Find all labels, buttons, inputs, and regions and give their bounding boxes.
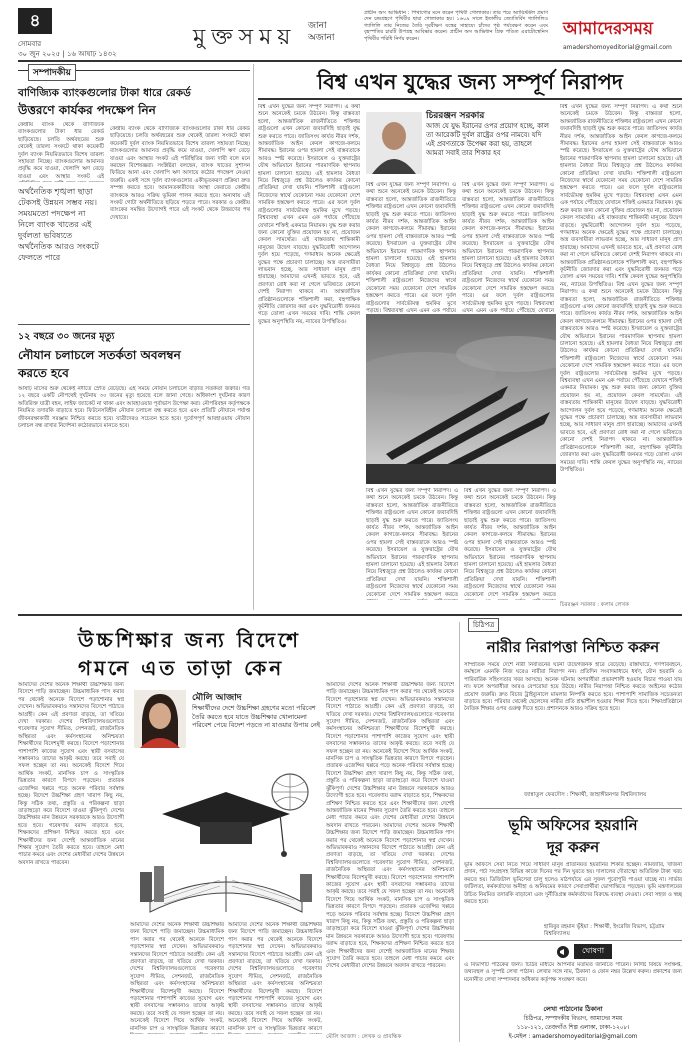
education-headline-2: গমনে এত তাড়া কেন — [78, 656, 285, 680]
letters-body-1: সাম্প্রতিক সময়ে দেশে নারী নির্যাতনের ঘটনা উদ্বেগজনক হারে বেড়েছে। রাস্তাঘাটে, গণপরিবহনে, কর্মস্থলে এমনকি নিজ ঘরেও নারীরা নিরাপদ নন। প্রতিদিন সংবাদমাধ্যমে ধর্ষণ, যৌন হয়রানি ও পারিবারিক সহিংসতার খবর আসছে। অনেক ঘটনায় অপরাধীরা প্রভাবশালী হওয়ায় বিচার পাওয়া যায় না। ফলে অপরাধীরা আরও বেপরোয়া হয়ে উঠছে। নারীর নিরাপত্তা নিশ্চিত করতে আইনের কঠোর প্রয়োগ জরুরি। দ্রুত বিচার ট্রাইব্যুনালে মামলার নিষ্পত্তি করতে হবে। পাশাপাশি সামাজিক সচেতনতা বাড়াতে হবে। পরিবার থেকেই ছেলেদের নারীর প্রতি শ্রদ্ধাশীল হওয়ার শিক্ষা দিতে হবে। শিক্ষাপ্রতিষ্ঠানে নৈতিক শিক্ষার ওপর গুরুত্ব দিতে হবে। প্রশাসনকে আরও সক্রিয় হতে হবে। — [464, 662, 682, 713]
address-line-1: চিঠিপত্র, সম্পাদকীয় বিভাগ, আমাদের সময় — [523, 1016, 623, 1022]
education-author: মৌলি আজাদ — [192, 693, 242, 703]
editorial-headline-2: উত্তরণে কার্যকর পদক্ষেপ নিন — [18, 103, 156, 117]
address-line-3: ই-মেইল : amadershomoyeditorial@gmail.com — [508, 1034, 638, 1040]
missile-image — [366, 314, 556, 484]
page-number: ৪ — [18, 8, 52, 34]
lead-pullquote: আজ যে যুদ্ধ ইরানের ওপর প্রয়োগ হচ্ছে, কাল তা আরেকটি দুর্বল রাষ্ট্রের ওপর নামবে। যদি এই প্রবণতাকে উপেক্ষা করা হয়, তাহলে আমরা সবাই তার শিকার হব — [426, 122, 549, 157]
newspaper-logo: আমাদেরসময় — [563, 19, 653, 39]
lead-body-col5: বিশ্ব এখন যুদ্ধের জন্য সম্পূর্ণ নিরাপদ। এ কথা শুনে অনেকেই চমকে উঠবেন। কিন্তু বাস্তবতা হলো, আন্তর্জাতিক রাজনীতিতে শক্তিধর রাষ্ট্রগুলো এখন কোনো জবাবদিহি ছাড়াই যুদ্ধ শুরু করতে পারে। জাতিসংঘ কার্যত নীরব দর্শক, আন্তর্জাতিক আইন কেবল কাগজে-কলমে সীমাবদ্ধ। ইরানের ওপর হামলা সেই বাস্তবতাকে আরও স্পষ্ট করেছে। ইসরায়েল ও যুক্তরাষ্ট্রের যৌথ অভিযানে ইরানের পারমাণবিক স্থাপনায় হামলা চালানো হয়েছে। এই হামলার বৈধতা নিয়ে বিশ্বজুড়ে প্রশ্ন উঠলেও কার্যকর কোনো প্রতিক্রিয়া দেখা যায়নি। শক্তিশালী রাষ্ট্রগুলো নিজেদের স্বার্থে যেকোনো সময় যেকোনো দেশে সামরিক হস্তক্ষেপ করতে — [366, 488, 458, 598]
editorial-body: কেন্দ্রীয় ব্যাংক থেকে বাণিজ্যিক ব্যাংকগুলোর টাকা ধার রেকর্ড ছাড়িয়েছে। চলতি অর্থবছরের শুরু থেকেই তারল্য সংকটে থাকা কয়েকটি দুর্বল ব্যাংক নিয়মিতভাবে বিশেষ তারল্য সহায়তা নিচ্ছে। ব্যাংকগুলোর আমানত প্রবৃদ্ধি কমে যাওয়া, খেলাপি ঋণ বেড়ে যাওয়া এবং আস্থার সংকট এই পরিস্থিতির জন্য দায়ী বলে মনে করছেন বিশেষজ্ঞরা। সংশ্লিষ্টরা বলছেন, ব্যাংক খাতের সুশাসন ফিরিয়ে আনা এবং খেলাপি ঋণ আদায়ে কঠোর পদক্ষেপ নেওয়া জরুরি। একই সঙ্গে দুর্বল ব্যাংকগুলোর একীভূতকরণ প্রক্রিয়া দ্রুত সম্পন্ন করতে হবে। আমানতকারীদের আস্থা ফেরাতে কেন্দ্রীয় ব্যাংককে আরও সক্রিয় ভূমিকা পালন করতে হবে। অন্যথায় এই সংকট গোটা অর্থনীতিতে ছড়িয়ে পড়তে পারে। সরকার ও কেন্দ্রীয় ব্যাংকের সমন্বিত উদ্যোগই পারে এই সংকট থেকে উত্তরণের পথ দেখাতে। — [110, 126, 250, 221]
editorial-section — [18, 64, 250, 610]
section-title: মুক্তসময় — [193, 25, 297, 50]
letters-headline-2b: দূর করুন — [546, 838, 600, 856]
author-photo — [366, 112, 422, 174]
editorial-tag: সম্পাদকীয় — [28, 64, 76, 81]
education-pullquote: শিক্ষার্থীদের দেশে উচ্চশিক্ষা গ্রহণের মতো পরিবেশ তৈরি করতে হবে যাতে উচ্চশিক্ষার খোলামেলা পরিবেশ পেয়ে বিদেশ পড়তে না যাওয়ার উপায় নেই — [192, 704, 321, 730]
masthead-email: amadershomoyeditorial@gmail.com — [563, 44, 672, 51]
lead-author: চিররঞ্জন সরকার — [426, 111, 485, 121]
masthead-day: সোমবার — [18, 40, 42, 48]
letters-headline-2a: ভূমি অফিসের হয়রানি — [508, 816, 638, 834]
editorial-item2-body: আষাঢ় মাসের শুরু থেকেই নদীতে স্রোত বেড়েছে। এই সময়ে নৌযান চলাচলে বাড়তি সতর্কতা জরুরি। গত ১২ বছরে একটি নৌপথেই দুর্ঘটনায় ৩০ জনের মৃত্যু হয়েছে বলে জানা গেছে। অধিকাংশ দুর্ঘটনার কারণ অতিরিক্ত যাত্রী বহন, লাইফ জ্যাকেট না থাকা এবং আবহাওয়ার পূর্বাভাস উপেক্ষা করা। নৌপরিবহন কর্তৃপক্ষকে নিয়মিত তদারকি বাড়াতে হবে। ফিটনেসবিহীন নৌযান চলাচল বন্ধ করতে হবে এবং প্রতিটি নৌযানে পর্যাপ্ত জীবনরক্ষাকারী সরঞ্জাম নিশ্চিত করতে হবে। যাত্রীদেরও সচেতন হতে হবে। দুর্যোগপূর্ণ আবহাওয়ায় নৌযান চলাচল বন্ধ রাখার নির্দেশনা কঠোরভাবে মানতে হবে। — [18, 386, 250, 430]
education-credit: মৌলি আজাদ : লেখক ও প্রাবন্ধিক — [326, 1034, 402, 1040]
masthead-trivia: প্রাচীন অস আভিধান : পিথাগোর মনে করেন পৃথিবী গোলাকার। তার পরে অ্যারিস্টটল প্রমাণ দেন চন্দ্রগ্রহণে পৃথিবীর ছায়া গোলাকার হয়। ১৬০৯ সালে ইতালীয় জ্যোতির্বিদ গ্যালিলিও গ্যালিলি তার নিজের তৈরি দূরবীক্ষণ যন্ত্রের সাহায্যে চাঁদের পৃষ্ঠ পর্যবেক্ষণ করেন এবং বৃহস্পতির চারটি উপগ্রহ আবিষ্কার করেন। প্রাচীন অস আভিধান গ্রিক পণ্ডিত এরাটোস্থেনিস পৃথিবীর পরিধি নির্ণয় করেন। — [364, 10, 548, 42]
editorial-item2-headline-2: নৌযান চলাচলে সতর্কতা অবলম্বন করতে হবে — [18, 348, 181, 380]
tagline-1: জানা — [308, 21, 327, 31]
education-body-col2: আমাদের দেশের অনেক শিক্ষার্থী উচ্চশিক্ষার জন্য বিদেশে পাড়ি জমাচ্ছেন। উচ্চমাধ্যমিক পাস করার পর থেকেই অনেকে বিদেশে পড়াশোনার স্বপ্ন দেখেন। অভিভাবকরাও সন্তানদের বিদেশে পাঠাতে আগ্রহী। কেন এই প্রবণতা বাড়ছে, তা খতিয়ে দেখা দরকার। দেশের বিশ্ববিদ্যালয়গুলোতে গবেষণার সুযোগ সীমিত, সেশনজট, রাজনৈতিক অস্থিরতা এবং কর্মসংস্থানের অনিশ্চয়তা শিক্ষার্থীদের বিদেশমুখী করছে। বিদেশে পড়াশোনার পাশাপাশি কাজের সুযোগ এবং স্থায়ী বসবাসের সম্ভাবনাও তাদের আকৃষ্ট করছে। তবে সবাই যে সফল হচ্ছেন তা নয়। অনেকেই বিদেশে গিয়ে আর্থিক সংকট, মানসিক চাপ ও সাংস্কৃতিক ভিন্নতার কারণে বিপদে পড়ছেন। প্রতারক এজেন্সির খপ্পরে পড়ে অনেক পরিবার সর্বস্বান্ত হচ্ছে। বিদেশে উচ্চশিক্ষা গ্রহণ খারাপ কিছু নয়, কিন্তু সঠিক তথ্য, প্রস্তুতি ও পরিকল্পনা ছাড়া তাড়াহুড়ো করে বিদেশে যাওয়া ঝুঁকিপূর্ণ। দেশের উচ্চশিক্ষার মান উন্নয়নে সরকারকে আরও উদ্যোগী হতে হবে। গবেষণায় বরাদ্দ বাড়াতে হবে, শিক্ষকদের প্রশিক্ষণ নিশ্চিত করতে হবে এবং শিক্ষার্থীদের জন্য দেশেই আন্তর্জাতিক মানের শিক্ষার সুযোগ তৈরি করতে হবে। তাহলে মেধা পাচার কমবে এবং দেশের মেধাবীরা দেশের উন্নয়নে অবদান রাখতে পারবেন। আমাদের দেশের অনেক শিক্ষার্থী উচ্চশিক্ষার জন্য বিদেশে পাড়ি জমাচ্ছেন। উচ্চমাধ্যমিক পাস করার পর থেকেই অনেকে বিদেশে পড়াশোনার স্বপ্ন দেখেন। অভিভাবকরাও সন্তানদের বিদেশে পাঠাতে আগ্রহী। কেন এই প্রবণতা বাড়ছে, তা খতিয়ে দেখা দরকার। দেশের বিশ্ববিদ্যালয়গুলোতে গবেষণার সুযোগ সীমিত, সেশনজট, রাজনৈতিক অস্থিরতা এবং কর্মসংস্থানের অনিশ্চয়তা শিক্ষার্থীদের বিদেশমুখী করছে। বিদেশে পড়াশোনার পাশাপাশি কাজের সুযোগ এবং স্থায়ী বসবাসের সম্ভাবনাও তাদের আকৃষ্ট করছে। তবে সবাই যে সফল হচ্ছেন তা নয়। অনেকেই বিদেশে গিয়ে আর্থিক সংকট, মানসিক চাপ ও সাংস্কৃতিক ভিন্নতার কারণে বিপদে পড়ছেন। প্রতারক এজেন্সির খপ্পরে পড়ে অনেক পরিবার সর্বস্বান্ত হচ্ছে। বিদেশে উচ্চশিক্ষা গ্রহণ খারাপ কিছু নয়, কিন্তু সঠিক তথ্য, প্রস্তুতি ও পরিকল্পনা ছাড়া তাড়াহুড়ো করে বিদেশে যাওয়া ঝুঁকিপূর্ণ। দেশের উচ্চশিক্ষার মান উন্নয়নে সরকারকে আরও উদ্যোগী হতে হবে। গবেষণায় বরাদ্দ বাড়াতে হবে, শিক্ষকদের প্রশিক্ষণ নিশ্চিত করতে হবে এবং শিক্ষার্থীদের জন্য দেশেই আন্তর্জাতিক মানের শিক্ষার সুযোগ তৈরি করতে হবে। তাহলে মেধা পাচার কমবে এবং দেশের মেধাবীরা দেশের উন্নয়নে অবদান রাখতে পারবেন। — [326, 682, 454, 970]
editorial-item2-headline-1: ১২ বছরে ৩০ জনের মৃত্যু — [18, 331, 115, 342]
masthead — [18, 8, 682, 58]
education-article — [18, 622, 454, 1042]
lead-credit: চিররঞ্জন সরকার : কলাম লেখক — [560, 602, 629, 608]
lead-body-col4: বিশ্ব এখন যুদ্ধের জন্য সম্পূর্ণ নিরাপদ। এ কথা শুনে অনেকেই চমকে উঠবেন। কিন্তু বাস্তবতা হলো, আন্তর্জাতিক রাজনীতিতে শক্তিধর রাষ্ট্রগুলো এখন কোনো জবাবদিহি ছাড়াই যুদ্ধ শুরু করতে পারে। জাতিসংঘ কার্যত নীরব দর্শক, আন্তর্জাতিক আইন কেবল কাগজে-কলমে সীমাবদ্ধ। ইরানের ওপর হামলা সেই বাস্তবতাকে আরও স্পষ্ট করেছে। ইসরায়েল ও যুক্তরাষ্ট্রের যৌথ অভিযানে ইরানের পারমাণবিক স্থাপনায় হামলা চালানো হয়েছে। এই হামলার বৈধতা নিয়ে বিশ্বজুড়ে প্রশ্ন উঠলেও কার্যকর কোনো প্রতিক্রিয়া দেখা যায়নি। শক্তিশালী রাষ্ট্রগুলো নিজেদের স্বার্থে যেকোনো সময় যেকোনো দেশে সামরিক হস্তক্ষেপ করতে পারে। এর ফলে দুর্বল রাষ্ট্রগুলোর সার্বভৌমত্ব হুমকির মুখে পড়ছে। বিশ্বব্যবস্থা এখন এমন এক পর্যায়ে পৌঁছেছে যেখানে শক্তিই একমাত্র নিয়ামক। যুদ্ধ শুরু করার জন্য কোনো যুক্তির প্রয়োজন হয় না, প্রয়োজন কেবল সামর্থ্যের। এই বাস্তবতায় শান্তিকামী মানুষের উদ্বেগ বাড়ছে। যুদ্ধবিরোধী আন্দোলন দুর্বল হয়ে পড়েছে, গণমাধ্যম অনেক ক্ষেত্রেই যুদ্ধের পক্ষে প্রচারণা চালাচ্ছে। অস্ত্র ব্যবসায়ীরা লাভবান হচ্ছে, আর সাধারণ মানুষ প্রাণ হারাচ্ছে। আমাদের এখনই ভাবতে হবে, এই প্রবণতা রোধ করা না গেলে ভবিষ্যতে কোনো দেশই নিরাপদ থাকবে না। আন্তর্জাতিক প্রতিষ্ঠানগুলোকে শক্তিশালী করা, বহুপাক্ষিক কূটনীতি জোরদার করা এবং যুদ্ধবিরোধী জনমত গড়ে তোলা এখন সময়ের দাবি। শান্তি কেবল যুদ্ধের অনুপস্থিতি নয়, ন্যায়ের উপস্থিতিও। বিশ্ব এখন যুদ্ধের জন্য সম্পূর্ণ নিরাপদ। এ কথা শুনে অনেকেই চমকে উঠবেন। কিন্তু বাস্তবতা হলো, আন্তর্জাতিক রাজনীতিতে শক্তিধর রাষ্ট্রগুলো এখন কোনো জবাবদিহি ছাড়াই যুদ্ধ শুরু করতে পারে। জাতিসংঘ কার্যত নীরব দর্শক, আন্তর্জাতিক আইন কেবল কাগজে-কলমে সীমাবদ্ধ। ইরানের ওপর হামলা সেই বাস্তবতাকে আরও স্পষ্ট করেছে। ইসরায়েল ও যুক্তরাষ্ট্রের যৌথ অভিযানে ইরানের পারমাণবিক স্থাপনায় হামলা চালানো হয়েছে। এই হামলার বৈধতা নিয়ে বিশ্বজুড়ে প্রশ্ন উঠলেও কার্যকর কোনো প্রতিক্রিয়া দেখা যায়নি। শক্তিশালী রাষ্ট্রগুলো নিজেদের স্বার্থে যেকোনো সময় যেকোনো দেশে সামরিক হস্তক্ষেপ করতে পারে। এর ফলে দুর্বল রাষ্ট্রগুলোর সার্বভৌমত্ব হুমকির মুখে পড়ছে। বিশ্বব্যবস্থা এখন এমন এক পর্যায়ে পৌঁছেছে যেখানে শক্তিই একমাত্র নিয়ামক। যুদ্ধ শুরু করার জন্য কোনো যুক্তির প্রয়োজন হয় না, প্রয়োজন কেবল সামর্থ্যের। এই বাস্তবতায় শান্তিকামী মানুষের উদ্বেগ বাড়ছে। যুদ্ধবিরোধী আন্দোলন দুর্বল হয়ে পড়েছে, গণমাধ্যম অনেক ক্ষেত্রেই যুদ্ধের পক্ষে প্রচারণা চালাচ্ছে। অস্ত্র ব্যবসায়ীরা লাভবান হচ্ছে, আর সাধারণ মানুষ প্রাণ হারাচ্ছে। আমাদের এখনই ভাবতে হবে, এই প্রবণতা রোধ করা না গেলে ভবিষ্যতে কোনো দেশই নিরাপদ থাকবে না। আন্তর্জাতিক প্রতিষ্ঠানগুলোকে শক্তিশালী করা, বহুপাক্ষিক কূটনীতি জোরদার করা এবং যুদ্ধবিরোধী জনমত গড়ে তোলা এখন সময়ের দাবি। শান্তি কেবল যুদ্ধের অনুপস্থিতি নয়, ন্যায়ের উপস্থিতিও। — [560, 104, 682, 473]
masthead-date: ৩০ জুন ২০২৫ | ১৬ আষাঢ় ১৪৩২ — [18, 50, 117, 58]
letters-credit-1: জান্নাতুল ফেরদৌস : শিক্ষার্থী, জাহাঙ্গীরনগর বিশ্ববিদ্যালয় — [524, 792, 647, 798]
lead-body-col6: বিশ্ব এখন যুদ্ধের জন্য সম্পূর্ণ নিরাপদ। এ কথা শুনে অনেকেই চমকে উঠবেন। কিন্তু বাস্তবতা হলো, আন্তর্জাতিক রাজনীতিতে শক্তিধর রাষ্ট্রগুলো এখন কোনো জবাবদিহি ছাড়াই যুদ্ধ শুরু করতে পারে। জাতিসংঘ কার্যত নীরব দর্শক, আন্তর্জাতিক আইন কেবল কাগজে-কলমে সীমাবদ্ধ। ইরানের ওপর হামলা সেই বাস্তবতাকে আরও স্পষ্ট করেছে। ইসরায়েল ও যুক্তরাষ্ট্রের যৌথ অভিযানে ইরানের পারমাণবিক স্থাপনায় হামলা চালানো হয়েছে। এই হামলার বৈধতা নিয়ে বিশ্বজুড়ে প্রশ্ন উঠলেও কার্যকর কোনো প্রতিক্রিয়া দেখা যায়নি। শক্তিশালী রাষ্ট্রগুলো নিজেদের স্বার্থে যেকোনো সময় যেকোনো দেশে সামরিক হস্তক্ষেপ করতে — [464, 488, 556, 598]
education-body-col1: আমাদের দেশের অনেক শিক্ষার্থী উচ্চশিক্ষার জন্য বিদেশে পাড়ি জমাচ্ছেন। উচ্চমাধ্যমিক পাস করার পর থেকেই অনেকে বিদেশে পড়াশোনার স্বপ্ন দেখেন। অভিভাবকরাও সন্তানদের বিদেশে পাঠাতে আগ্রহী। কেন এই প্রবণতা বাড়ছে, তা খতিয়ে দেখা দরকার। দেশের বিশ্ববিদ্যালয়গুলোতে গবেষণার সুযোগ সীমিত, সেশনজট, রাজনৈতিক অস্থিরতা এবং কর্মসংস্থানের অনিশ্চয়তা শিক্ষার্থীদের বিদেশমুখী করছে। বিদেশে পড়াশোনার পাশাপাশি কাজের সুযোগ এবং স্থায়ী বসবাসের সম্ভাবনাও তাদের আকৃষ্ট করছে। তবে সবাই যে সফল হচ্ছেন তা নয়। অনেকেই বিদেশে গিয়ে আর্থিক সংকট, মানসিক চাপ ও সাংস্কৃতিক ভিন্নতার কারণে বিপদে পড়ছেন। প্রতারক এজেন্সির খপ্পরে পড়ে অনেক পরিবার সর্বস্বান্ত হচ্ছে। বিদেশে উচ্চশিক্ষা গ্রহণ খারাপ কিছু নয়, কিন্তু সঠিক তথ্য, প্রস্তুতি ও পরিকল্পনা ছাড়া তাড়াহুড়ো করে বিদেশে যাওয়া ঝুঁকিপূর্ণ। দেশের উচ্চশিক্ষার মান উন্নয়নে সরকারকে আরও উদ্যোগী হতে হবে। গবেষণায় বরাদ্দ বাড়াতে হবে, শিক্ষকদের প্রশিক্ষণ নিশ্চিত করতে হবে এবং শিক্ষার্থীদের জন্য দেশেই আন্তর্জাতিক মানের শিক্ষার সুযোগ তৈরি করতে হবে। তাহলে মেধা পাচার কমবে এবং দেশের মেধাবীরা দেশের উন্নয়নে অবদান রাখতে পারবেন। — [18, 682, 124, 866]
address-title: লেখা পাঠানোর ঠিকানা — [543, 1005, 603, 1013]
education-author-photo — [134, 690, 186, 748]
lead-headline: বিশ্ব এখন যুদ্ধের জন্য সম্পূর্ণ নিরাপদ — [317, 70, 623, 94]
lead-body-col3: বিশ্ব এখন যুদ্ধের জন্য সম্পূর্ণ নিরাপদ। এ কথা শুনে অনেকেই চমকে উঠবেন। কিন্তু বাস্তবতা হলো, আন্তর্জাতিক রাজনীতিতে শক্তিধর রাষ্ট্রগুলো এখন কোনো জবাবদিহি ছাড়াই যুদ্ধ শুরু করতে পারে। জাতিসংঘ কার্যত নীরব দর্শক, আন্তর্জাতিক আইন কেবল কাগজে-কলমে সীমাবদ্ধ। ইরানের ওপর হামলা সেই বাস্তবতাকে আরও স্পষ্ট করেছে। ইসরায়েল ও যুক্তরাষ্ট্রের যৌথ অভিযানে ইরানের পারমাণবিক স্থাপনায় হামলা চালানো হয়েছে। এই হামলার বৈধতা নিয়ে বিশ্বজুড়ে প্রশ্ন উঠলেও কার্যকর কোনো প্রতিক্রিয়া দেখা যায়নি। শক্তিশালী রাষ্ট্রগুলো নিজেদের স্বার্থে যেকোনো সময় যেকোনো দেশে সামরিক হস্তক্ষেপ করতে পারে। এর ফলে দুর্বল রাষ্ট্রগুলোর সার্বভৌমত্ব হুমকির মুখে পড়ছে। বিশ্বব্যবস্থা এখন এমন এক পর্যায়ে পৌঁছেছে যেখানে — [462, 182, 554, 314]
letters-body-2: ভূমি অফিসে সেবা নিতে গিয়ে সাধারণ মানুষ প্রতিনিয়ত হয়রানির শিকার হচ্ছেন। নামজারি, খাজনা প্রদান, পর্চা সংগ্রহসহ বিভিন্ন কাজে দিনের পর দিন ঘুরতে হয়। দালালের দৌরাত্ম্যে অতিরিক্ত টাকা খরচ করতে হয়। ডিজিটাল ভূমিসেবা চালু হলেও মাঠপর্যায়ে এর সুফল পুরোপুরি পাওয়া যাচ্ছে না। সার্ভার জটিলতা, কর্মকর্তাদের অনীহা ও অনিয়মের কারণে সেবাপ্রার্থীরা ভোগান্তিতে পড়ছেন। ভূমি মন্ত্রণালয়ের উচিত নিয়মিত তদারকি বাড়ানো এবং দুর্নীতিগ্রস্ত কর্মকর্তাদের বিরুদ্ধে ব্যবস্থা নেওয়া। সেবা সহজ ও স্বচ্ছ করতে হবে। — [464, 862, 682, 906]
education-headline-1: উচ্চশিক্ষার জন্য বিদেশে — [78, 628, 302, 652]
tagline-2: অজানা — [308, 33, 335, 43]
editorial-pullquote: অর্থনৈতিক শৃঙ্খলা ছাড়া টেকসই উন্নয়ন সম্ভব নয়। সময়মতো পদক্ষেপ না নিলে ব্যাংক খাতের এই দুর্বলতা ভবিষ্যতে অর্থনৈতিক আরও সংকটে ফেলতে পারে — [18, 187, 99, 262]
lead-body-col1: বিশ্ব এখন যুদ্ধের জন্য সম্পূর্ণ নিরাপদ। এ কথা শুনে অনেকেই চমকে উঠবেন। কিন্তু বাস্তবতা হলো, আন্তর্জাতিক রাজনীতিতে শক্তিধর রাষ্ট্রগুলো এখন কোনো জবাবদিহি ছাড়াই যুদ্ধ শুরু করতে পারে। জাতিসংঘ কার্যত নীরব দর্শক, আন্তর্জাতিক আইন কেবল কাগজে-কলমে সীমাবদ্ধ। ইরানের ওপর হামলা সেই বাস্তবতাকে আরও স্পষ্ট করেছে। ইসরায়েল ও যুক্তরাষ্ট্রের যৌথ অভিযানে ইরানের পারমাণবিক স্থাপনায় হামলা চালানো হয়েছে। এই হামলার বৈধতা নিয়ে বিশ্বজুড়ে প্রশ্ন উঠলেও কার্যকর কোনো প্রতিক্রিয়া দেখা যায়নি। শক্তিশালী রাষ্ট্রগুলো নিজেদের স্বার্থে যেকোনো সময় যেকোনো দেশে সামরিক হস্তক্ষেপ করতে পারে। এর ফলে দুর্বল রাষ্ট্রগুলোর সার্বভৌমত্ব হুমকির মুখে পড়ছে। বিশ্বব্যবস্থা এখন এমন এক পর্যায়ে পৌঁছেছে যেখানে শক্তিই একমাত্র নিয়ামক। যুদ্ধ শুরু করার জন্য কোনো যুক্তির প্রয়োজন হয় না, প্রয়োজন কেবল সামর্থ্যের। এই বাস্তবতায় শান্তিকামী মানুষের উদ্বেগ বাড়ছে। যুদ্ধবিরোধী আন্দোলন দুর্বল হয়ে পড়েছে, গণমাধ্যম অনেক ক্ষেত্রেই যুদ্ধের পক্ষে প্রচারণা চালাচ্ছে। অস্ত্র ব্যবসায়ীরা লাভবান হচ্ছে, আর সাধারণ মানুষ প্রাণ হারাচ্ছে। আমাদের এখনই ভাবতে হবে, এই প্রবণতা রোধ করা না গেলে ভবিষ্যতে কোনো দেশই নিরাপদ থাকবে না। আন্তর্জাতিক প্রতিষ্ঠানগুলোকে শক্তিশালী করা, বহুপাক্ষিক কূটনীতি জোরদার করা এবং যুদ্ধবিরোধী জনমত গড়ে তোলা এখন সময়ের দাবি। শান্তি কেবল যুদ্ধের অনুপস্থিতি নয়, ন্যায়ের উপস্থিতিও। — [258, 104, 360, 325]
graduation-illustration — [130, 762, 322, 918]
editorial-body-cont: কেন্দ্রীয় ব্যাংক থেকে বাণিজ্যিক ব্যাংকগুলোর টাকা ধার রেকর্ড ছাড়িয়েছে। চলতি অর্থবছরের শুরু থেকেই তারল্য সংকটে থাকা কয়েকটি দুর্বল ব্যাংক নিয়মিতভাবে বিশেষ তারল্য সহায়তা নিচ্ছে। ব্যাংকগুলোর আমানত প্রবৃদ্ধি কমে যাওয়া, খেলাপি ঋণ বেড়ে যাওয়া এবং আস্থার সংকট এই — [18, 122, 104, 180]
notice-icon — [556, 944, 570, 958]
letters-section — [464, 618, 682, 1042]
letters-tag: চিঠিপত্র — [468, 618, 499, 632]
lead-article — [258, 64, 682, 610]
editorial-headline-1: বাণিজ্যিক ব্যাংকগুলোর টাকা ধারে রেকর্ড — [18, 87, 191, 99]
lead-body-col2: বিশ্ব এখন যুদ্ধের জন্য সম্পূর্ণ নিরাপদ। এ কথা শুনে অনেকেই চমকে উঠবেন। কিন্তু বাস্তবতা হলো, আন্তর্জাতিক রাজনীতিতে শক্তিধর রাষ্ট্রগুলো এখন কোনো জবাবদিহি ছাড়াই যুদ্ধ শুরু করতে পারে। জাতিসংঘ কার্যত নীরব দর্শক, আন্তর্জাতিক আইন কেবল কাগজে-কলমে সীমাবদ্ধ। ইরানের ওপর হামলা সেই বাস্তবতাকে আরও স্পষ্ট করেছে। ইসরায়েল ও যুক্তরাষ্ট্রের যৌথ অভিযানে ইরানের পারমাণবিক স্থাপনায় হামলা চালানো হয়েছে। এই হামলার বৈধতা নিয়ে বিশ্বজুড়ে প্রশ্ন উঠলেও কার্যকর কোনো প্রতিক্রিয়া দেখা যায়নি। শক্তিশালী রাষ্ট্রগুলো নিজেদের স্বার্থে যেকোনো সময় যেকোনো দেশে সামরিক হস্তক্ষেপ করতে পারে। এর ফলে দুর্বল রাষ্ট্রগুলোর সার্বভৌমত্ব হুমকির মুখে পড়ছে। বিশ্বব্যবস্থা এখন এমন এক পর্যায়ে — [366, 182, 456, 314]
notice-body: এ বিভাগটি পাঠকের জন্য। চিঠির মাধ্যমে আপনার মতামত জানাতে পারেন। নির্দিষ্ট বিষয়ে সংক্ষিপ্ত, তথ্যবহুল ও সুস্পষ্ট লেখা পাঠান। লেখার সঙ্গে নাম, ঠিকানা ও ফোন নম্বর উল্লেখ করুন। প্রকাশের জন্য মনোনীত লেখা সম্পাদনার অধিকার কর্তৃপক্ষ সংরক্ষণ করে। — [464, 962, 682, 983]
address-line-2: ১১৮-১২১, তেজগাঁও শিল্প এলাকা, ঢাকা-১২০৮। — [516, 1025, 630, 1031]
letters-headline-1: নারীর নিরাপত্তা নিশ্চিত করুন — [486, 638, 660, 656]
letters-credit-2: হাবিবুর রহমান ভূঁইয়া : শিক্ষার্থী, ইংরেজি বিভাগ, চট্টগ্রাম বিশ্ববিদ্যালয় — [544, 924, 665, 937]
notice-tag: ঘোষণা — [574, 944, 612, 959]
education-body-col4: আমাদের দেশের অনেক শিক্ষার্থী উচ্চশিক্ষার জন্য বিদেশে পাড়ি জমাচ্ছেন। উচ্চমাধ্যমিক পাস করার পর থেকেই অনেকে বিদেশে পড়াশোনার স্বপ্ন দেখেন। অভিভাবকরাও সন্তানদের বিদেশে পাঠাতে আগ্রহী। কেন এই প্রবণতা বাড়ছে, তা খতিয়ে দেখা দরকার। দেশের বিশ্ববিদ্যালয়গুলোতে গবেষণার সুযোগ সীমিত, সেশনজট, রাজনৈতিক অস্থিরতা এবং কর্মসংস্থানের অনিশ্চয়তা শিক্ষার্থীদের বিদেশমুখী করছে। বিদেশে পড়াশোনার পাশাপাশি কাজের সুযোগ এবং স্থায়ী বসবাসের সম্ভাবনাও তাদের আকৃষ্ট করছে। তবে সবাই যে সফল হচ্ছেন তা নয়। অনেকেই বিদেশে গিয়ে আর্থিক সংকট, মানসিক চাপ ও সাংস্কৃতিক ভিন্নতার কারণে — [228, 922, 322, 1032]
education-body-col3: আমাদের দেশের অনেক শিক্ষার্থী উচ্চশিক্ষার জন্য বিদেশে পাড়ি জমাচ্ছেন। উচ্চমাধ্যমিক পাস করার পর থেকেই অনেকে বিদেশে পড়াশোনার স্বপ্ন দেখেন। অভিভাবকরাও সন্তানদের বিদেশে পাঠাতে আগ্রহী। কেন এই প্রবণতা বাড়ছে, তা খতিয়ে দেখা দরকার। দেশের বিশ্ববিদ্যালয়গুলোতে গবেষণার সুযোগ সীমিত, সেশনজট, রাজনৈতিক অস্থিরতা এবং কর্মসংস্থানের অনিশ্চয়তা শিক্ষার্থীদের বিদেশমুখী করছে। বিদেশে পড়াশোনার পাশাপাশি কাজের সুযোগ এবং স্থায়ী বসবাসের সম্ভাবনাও তাদের আকৃষ্ট করছে। তবে সবাই যে সফল হচ্ছেন তা নয়। অনেকেই বিদেশে গিয়ে আর্থিক সংকট, মানসিক চাপ ও সাংস্কৃতিক ভিন্নতার কারণে — [130, 922, 224, 1032]
